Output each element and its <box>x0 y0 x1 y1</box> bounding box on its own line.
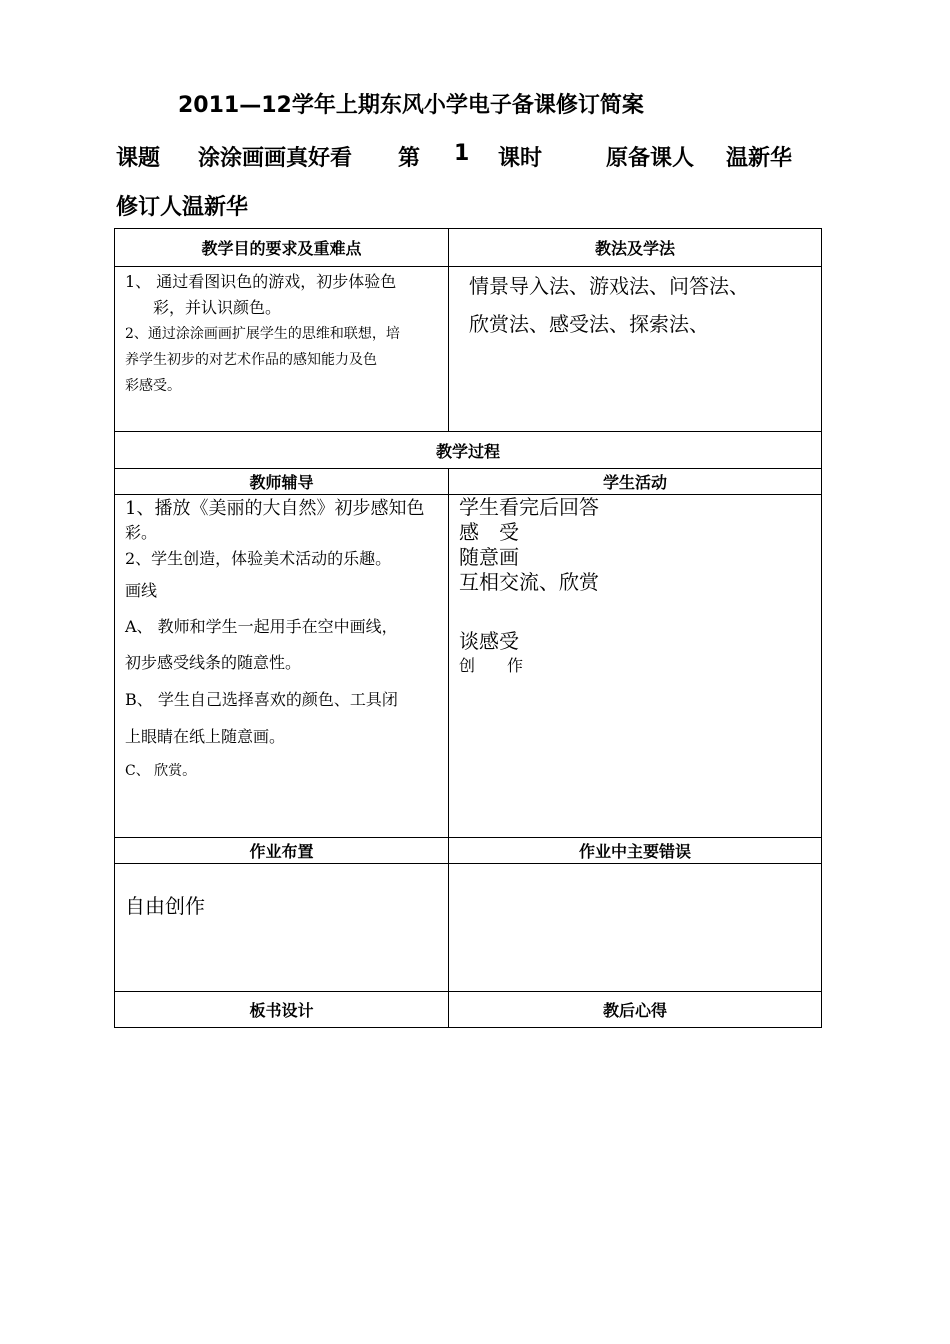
homework-errors-header: 作业中主要错误 <box>449 838 822 864</box>
board-header: 板书设计 <box>115 992 449 1028</box>
lesson-prefix: 第 <box>398 146 421 171</box>
methods-cell <box>449 267 822 432</box>
teacher-line-6: 初步感受线条的随意性。 <box>125 653 302 672</box>
homework-errors-cell <box>449 864 822 992</box>
objective-1-line-1: 1、 通过看图识色的游戏，初步体验色 <box>125 272 397 291</box>
lesson-info-line <box>116 141 836 171</box>
objective-1-line-2: 彩，并认识颜色。 <box>153 298 282 317</box>
lesson-number: 1 <box>454 141 470 166</box>
objectives-cell <box>115 267 449 432</box>
methods-header: 教法及学法 <box>449 229 822 267</box>
methods-line-2: 欣赏法、感受法、探索法、 <box>469 312 709 336</box>
teacher-header: 教师辅导 <box>115 469 449 495</box>
subject-value: 涂涂画画真好看 <box>198 146 353 171</box>
teacher-line-9: C、 欣赏。 <box>125 763 197 779</box>
teacher-line-2: 彩。 <box>125 523 158 542</box>
student-line-1: 学生看完后回答 <box>459 495 599 519</box>
objective-2-line-1: 2、通过涂涂画画扩展学生的思维和联想，培 <box>125 326 400 342</box>
homework-content-cell <box>115 864 449 992</box>
homework-header: 作业布置 <box>115 838 449 864</box>
lesson-plan-table <box>114 228 822 1028</box>
teacher-line-4: 画线 <box>125 581 158 600</box>
homework-content: 自由创作 <box>125 894 205 918</box>
student-activities-cell <box>449 495 822 838</box>
process-header: 教学过程 <box>115 432 822 469</box>
student-line-5: 谈感受 <box>459 629 519 653</box>
student-line-4: 互相交流、欣赏 <box>459 570 599 594</box>
document-title: 2011—12学年上期东风小学电子备课修订简案 <box>178 93 644 118</box>
student-line-3: 随意画 <box>459 545 519 569</box>
teacher-line-5: A、 教师和学生一起用手在空中画线， <box>125 617 398 636</box>
student-line-2: 感 受 <box>459 520 519 544</box>
original-author-label: 原备课人 <box>606 146 695 171</box>
teacher-activities-cell <box>115 495 449 838</box>
subject-label: 课题 <box>116 146 161 171</box>
lesson-suffix: 课时 <box>498 146 543 171</box>
student-header: 学生活动 <box>449 469 822 495</box>
reviser-line: 修订人温新华 <box>116 195 249 220</box>
objectives-header: 教学目的要求及重难点 <box>115 229 449 267</box>
teacher-line-3: 2、学生创造，体验美术活动的乐趣。 <box>125 549 392 568</box>
original-author: 温新华 <box>726 146 793 171</box>
teacher-line-1: 1、播放《美丽的大自然》初步感知色 <box>125 498 425 519</box>
teacher-line-7: B、 学生自己选择喜欢的颜色、工具闭 <box>125 690 398 709</box>
methods-line-1: 情景导入法、游戏法、问答法、 <box>469 274 749 298</box>
reflection-header: 教后心得 <box>449 992 822 1028</box>
objective-2-line-3: 彩感受。 <box>125 378 181 394</box>
objective-2-line-2: 养学生初步的对艺术作品的感知能力及色 <box>125 352 377 368</box>
student-line-6: 创 作 <box>459 656 524 675</box>
teacher-line-8: 上眼睛在纸上随意画。 <box>125 727 286 746</box>
